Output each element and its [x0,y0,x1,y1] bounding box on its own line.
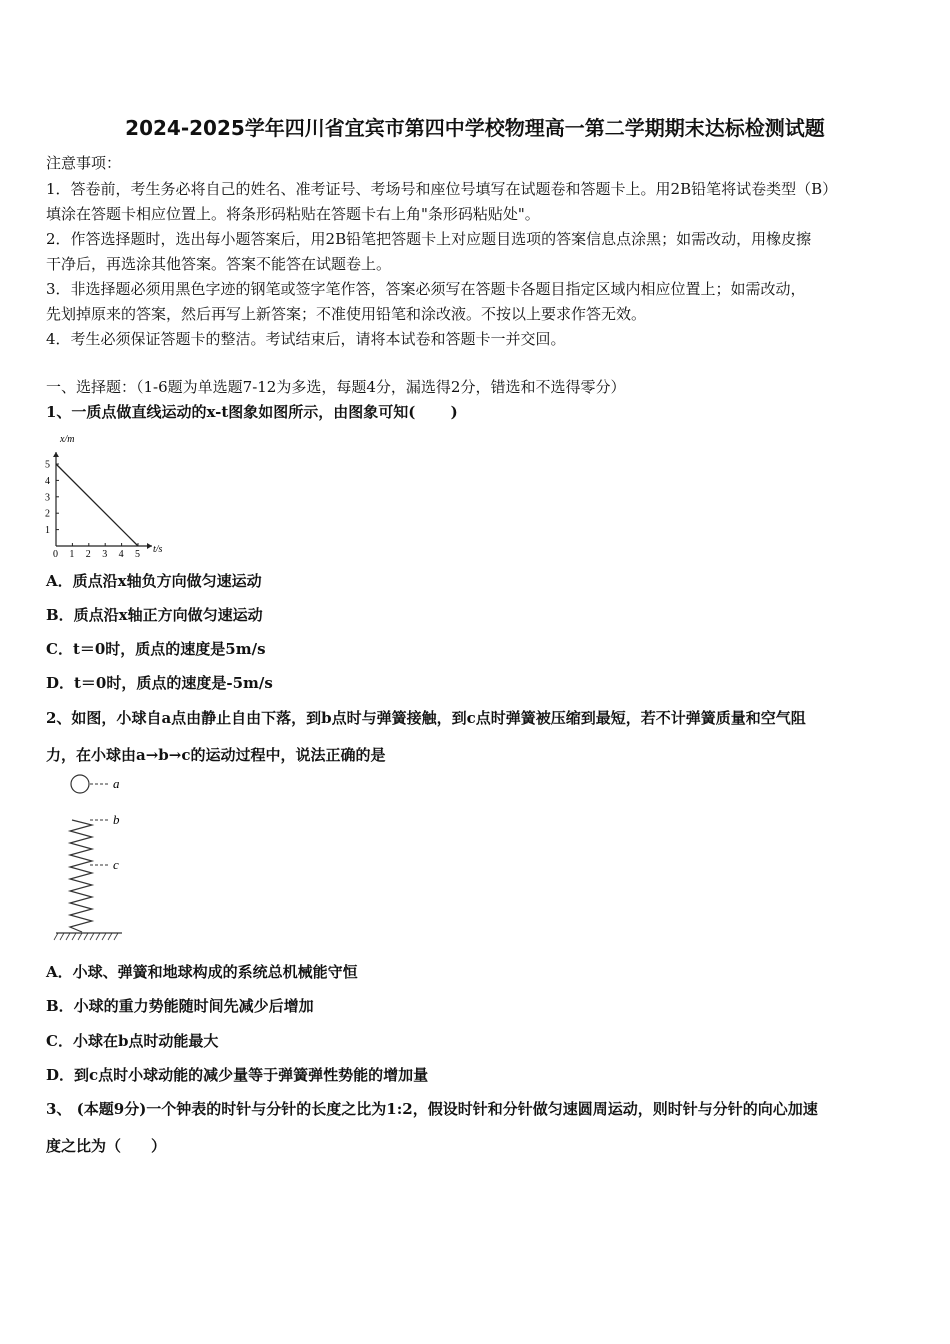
x-tick-label: 4 [118,549,124,558]
x-axis-label: t/s [153,544,163,555]
chart-ticks [45,460,140,559]
notice-heading: 注意事项： [46,154,122,172]
y-tick-label: 3 [45,492,50,504]
label-a: a [113,776,120,791]
question-2-stem: 2、如图，小球自a点由静止自由下落，到b点时与弹簧接触，到c点时弹簧被压缩到最短，若不计弹簧质量和空气阻 [46,709,806,727]
section-heading: 一、选择题：（1-6题为单选题7-12为多选，每题4分，漏选得2分，错选和不选得零分） [46,378,626,396]
series-line [56,464,138,546]
y-tick-label: 1 [45,525,50,537]
q2-option-d: D．到c点时小球动能的减少量等于弹簧弹性势能的增加量 [46,1066,429,1084]
chart-axes [53,452,152,549]
x-tick-label: 0 [53,549,58,558]
q1-option-c: C．t＝0时，质点的速度是5m/s [46,640,266,658]
q2-option-b: B．小球的重力势能随时间先减少后增加 [46,997,314,1015]
x-tick-label: 2 [85,549,91,558]
spring-diagram [52,770,142,945]
q1-option-a: A．质点沿x轴负方向做匀速运动 [46,572,262,590]
chart-series [56,464,138,546]
notice-line: 1．答卷前，考生务必将自己的姓名、准考证号、考场号和座位号填写在试题卷和答题卡上。用2B铅笔将试卷类型（B） [46,180,838,198]
y-axis-arrow [53,452,59,457]
x-axis-arrow [147,543,152,549]
label-b: b [113,812,120,827]
y-tick-label: 5 [45,459,50,471]
label-c: c [113,857,119,872]
q1-option-d: D．t＝0时，质点的速度是-5m/s [46,674,273,692]
q1-option-b: B．质点沿x轴正方向做匀速运动 [46,606,263,624]
notice-line: 干净后，再选涂其他答案。答案不能答在试题卷上。 [46,255,392,273]
notice-line: 填涂在答题卡相应位置上。将条形码粘贴在答题卡右上角"条形码粘贴处"。 [46,205,540,223]
question-2-stem: 力，在小球由a→b→c的运动过程中，说法正确的是 [46,746,386,764]
y-tick-label: 2 [45,508,50,520]
notice-line: 2．作答选择题时，选出每小题答案后，用2B铅笔把答题卡上对应题目选项的答案信息点涂黑；如需改动，用橡皮擦 [46,230,812,248]
y-tick-label: 4 [45,475,50,487]
ball [71,775,89,793]
question-1-stem: 1、一质点做直线运动的x-t图象如图所示，由图象可知( ) [46,403,458,421]
x-tick-label: 1 [69,549,75,558]
y-axis-label: x/m [60,434,75,445]
q2-option-c: C．小球在b点时动能最大 [46,1032,219,1050]
xt-chart [40,430,175,558]
q2-option-a: A．小球、弹簧和地球构成的系统总机械能守恒 [46,963,358,981]
notice-line: 4．考生必须保证答题卡的整洁。考试结束后，请将本试卷和答题卡一并交回。 [46,330,566,348]
x-tick-label: 5 [135,549,140,558]
question-3-stem: 3、 (本题9分)一个钟表的时针与分针的长度之比为1:2，假设时针和分针做匀速圆周运动，则时针与分针的向心加速 [46,1100,818,1118]
spring [70,820,92,932]
x-tick-label: 3 [102,549,108,558]
notice-line: 先划掉原来的答案，然后再写上新答案；不准使用铅笔和涂改液。不按以上要求作答无效。 [46,305,647,323]
question-3-stem: 度之比为（ ） [46,1137,167,1155]
page-title: 2024-2025学年四川省宜宾市第四中学校物理高一第二学期期末达标检测试题 [125,116,825,140]
ground-hatch [54,933,118,940]
notice-line: 3．非选择题必须用黑色字迹的钢笔或签字笔作答，答案必须写在答题卡各题目指定区域内相应位置上；如需改动， [46,280,806,298]
